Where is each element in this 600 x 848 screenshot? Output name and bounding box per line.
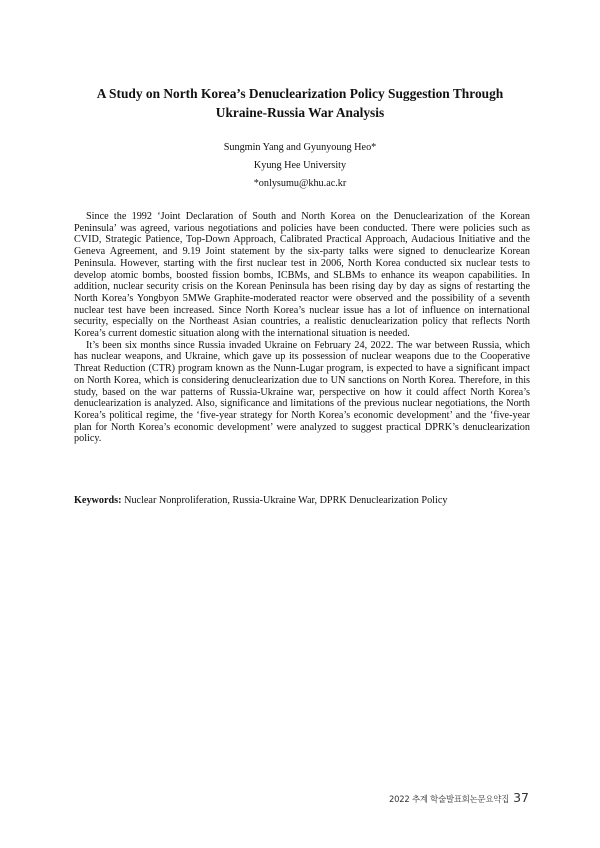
paper-title [60, 84, 540, 122]
title-line-2: Ukraine-Russia War Analysis [215, 105, 385, 120]
abstract [74, 211, 530, 445]
abstract-paragraph-2: It’s been six months since Russia invaded Ukraine on February 24, 2022. The war between Russia, which has nuclear weapons, and Ukraine, which gave up its possession of nuclear weapons due to the Cooperative Threat Reduction (CTR) program known as the Nunn-Lugar program, is expected to have a significant impact on North Korea, which is considering denuclearization due to UN sanctions on North Korea. Therefore, in this study, based on the war patterns of Russia-Ukraine war, perspective on how it could affect North Korea’s denuclearization is analyzed. Also, significance and limitations of the previous nuclear negotiations, the North Korea’s political regime, the ‘five-year strategy for North Korea’s economic development’ and the ‘five-year plan for North Korea’s economic development’ were analyzed to suggest practical DPRK’s denuclearization policy. [74, 339, 530, 445]
keywords [74, 494, 530, 507]
keywords-text: Nuclear Nonproliferation, Russia-Ukraine War, DPRK Denuclearization Policy [124, 495, 448, 506]
page-number: 37 [513, 790, 529, 805]
authors: Sungmin Yang and Gyunyoung Heo* [223, 142, 377, 153]
abstract-paragraph-1: Since the 1992 ‘Joint Declaration of South and North Korea on the Denuclearization of the Korean Peninsula’ was agreed, various negotiations and policies have been conducted. There were policies such as CVID, Strategic Patience, Top-Down Approach, Calibrated Practical Approach, Audacious Initiative and the Geneva Agreement, and 9.19 Joint statement by the six-party talks were signed to denuclearize Korean Peninsula. However, starting with the first nuclear test in 2006, North Korea conducted six nuclear tests to develop atomic bombs, boosted fission bombs, ICBMs, and SLBMs to enhance its weapon capabilities. In addition, nuclear security crisis on the Korean Peninsula has been rising day by day as signs of restarting the North Korea’s Yongbyon 5MWe Graphite-moderated reactor were observed and the possibility of a seventh nuclear test have been increased. Since North Korea’s nuclear issue has a lot of influence on international security, especially on the Northeast Asian countries, a realistic denuclearization policy that reflects North Korea’s current domestic situation along with the international situation is needed. [74, 211, 530, 340]
title-line-1: A Study on North Korea’s Denuclearization Policy Suggestion Through [96, 86, 504, 101]
affiliation: Kyung Hee University [253, 160, 347, 171]
page-footer [389, 790, 529, 805]
journal-name: 2022 추계 학술발표회논문요약집 [388, 794, 510, 804]
author-email: *onlysumu@khu.ac.kr [253, 178, 347, 189]
keywords-label: Keywords: [74, 495, 122, 506]
